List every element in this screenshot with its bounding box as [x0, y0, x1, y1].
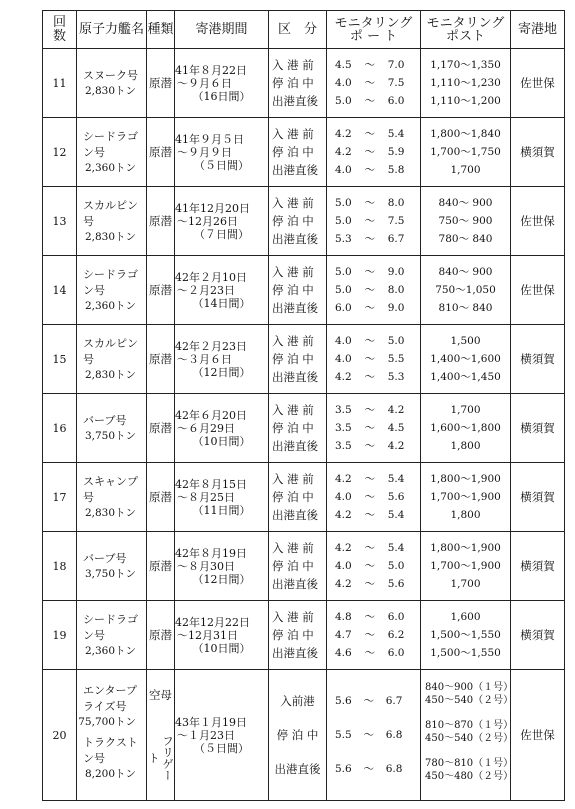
- division-before-entry: 入 港 前: [272, 334, 314, 348]
- monitoring-port-cell: [327, 256, 421, 325]
- port-of-call-text: 佐世保: [520, 283, 555, 297]
- ship-tonnage: 8,200トン: [84, 768, 136, 780]
- monitoring-port-range: 4.5 ～ 7.0: [335, 59, 405, 71]
- division-before-entry: 入 港 前: [272, 265, 314, 279]
- ship-name: シードラゴン号: [83, 129, 138, 159]
- visit-number-text: 19: [52, 628, 67, 642]
- ship-name: エンタープライズ号: [83, 684, 138, 713]
- ship-cell: [77, 532, 147, 601]
- port-of-call: 佐世保: [511, 670, 565, 801]
- division-cell: [269, 325, 327, 394]
- ship-cell: [77, 325, 147, 394]
- monitoring-post-value: 1,110～1,230: [430, 77, 501, 89]
- period-days: （11日間）: [192, 503, 251, 517]
- visit-number: [43, 394, 77, 463]
- monitoring-post-value: 1,700～1,900: [430, 491, 501, 503]
- division-anchored: 停 泊 中: [272, 559, 314, 573]
- division-anchored: 停 泊 中: [272, 145, 314, 159]
- division-anchored: 停 泊 中: [272, 76, 314, 90]
- monitoring-post-value: 780～ 840: [438, 233, 493, 245]
- period-days: （12日間）: [192, 572, 251, 586]
- monitoring-post-value: 750～1,050: [435, 284, 496, 296]
- period-start: 42年６月20日: [175, 408, 247, 422]
- monitoring-post-cell: [421, 49, 511, 118]
- header-monitoring-port: モニタリング ポ ー ト: [327, 11, 421, 49]
- ship-kind-text: 原潜: [149, 421, 172, 435]
- monitoring-port-range: 5.0 ～ 8.0: [335, 197, 405, 209]
- visit-number-text: 14: [52, 283, 67, 297]
- monitoring-port-range: 4.0 ～ 5.8: [335, 164, 405, 176]
- ship-tonnage: 3,750トン: [84, 567, 136, 580]
- monitoring-port-cell: [327, 670, 421, 801]
- period-days: （５日間）: [194, 158, 249, 172]
- division-before-entry: 入 港 前: [272, 403, 314, 417]
- visit-number-text: 12: [52, 145, 67, 159]
- period-cell: [175, 187, 269, 256]
- monitoring-port-range: 4.0 ～ 5.0: [335, 560, 405, 572]
- table-row: [43, 256, 565, 325]
- port-of-call-text: 佐世保: [520, 214, 555, 228]
- monitoring-port-range: 4.8 ～ 6.0: [335, 611, 405, 623]
- division-anchored: 停 泊 中: [276, 728, 319, 742]
- division-anchored: 停 泊 中: [272, 490, 314, 504]
- port-of-call: [511, 187, 565, 256]
- period-cell: [175, 601, 269, 670]
- period-days: （12日間）: [192, 365, 251, 379]
- ship-kind-text: 原潜: [149, 214, 172, 228]
- division-after-departure: 出港直後: [272, 577, 318, 591]
- division-after-departure: 出港直後: [272, 163, 318, 177]
- port-of-call-text: 横須賀: [520, 490, 555, 504]
- ship-tonnage: 2,830トン: [84, 230, 136, 243]
- monitoring-port-range: 4.2 ～ 5.4: [335, 509, 405, 521]
- ship-kind-text: 原潜: [149, 145, 172, 159]
- division-anchored: 停 泊 中: [272, 421, 314, 435]
- ship-tonnage: 75,700トン: [78, 716, 136, 728]
- division-cell: [269, 463, 327, 532]
- period-end: ～８月25日: [177, 490, 235, 504]
- period-start: 42年２月23日: [175, 339, 247, 353]
- monitoring-post-value: 1,110～1,200: [430, 95, 501, 107]
- table-row: [43, 601, 565, 670]
- period-cell: [175, 49, 269, 118]
- visit-number: [43, 187, 77, 256]
- monitoring-post-value: 810～870（１号） 450～540（２号）: [425, 720, 514, 744]
- header-row: [43, 11, 565, 49]
- visit-number: [43, 118, 77, 187]
- period-cell: [175, 118, 269, 187]
- visit-number: [43, 532, 77, 601]
- division-after-departure: 出港直後: [272, 301, 318, 315]
- period-end: ～９月６日: [177, 76, 232, 90]
- port-of-call-text: 横須賀: [520, 352, 555, 366]
- port-of-call-text: 横須賀: [520, 145, 555, 159]
- monitoring-post-value: 1,700～1,900: [430, 560, 501, 572]
- division-after-departure: 出港直後: [272, 439, 318, 453]
- period-cell: [175, 256, 269, 325]
- ship-cell: [77, 49, 147, 118]
- monitoring-port-range: 5.0 ～ 8.0: [335, 284, 405, 296]
- visit-number-text: 13: [52, 214, 67, 228]
- period-days: （７日間）: [194, 227, 249, 241]
- monitoring-post-value: 1,800: [450, 509, 481, 521]
- port-of-call-text: 横須賀: [520, 421, 555, 435]
- division-after-departure: 出港直後: [274, 762, 321, 776]
- header-division: 区 分: [269, 11, 327, 49]
- period-start: 42年２月10日: [175, 270, 247, 284]
- ship-name: シードラゴン号: [83, 612, 138, 642]
- period-start: 42年12月22日: [175, 615, 250, 629]
- period-end: ～１月23日: [177, 728, 235, 742]
- monitoring-port-range: 3.5 ～ 4.2: [335, 404, 405, 416]
- monitoring-port-range: 5.0 ～ 7.5: [335, 215, 405, 227]
- table-row: [43, 325, 565, 394]
- port-of-call-text: 横須賀: [520, 628, 555, 642]
- ship-name: トラクストン号: [83, 736, 138, 765]
- ship-kind: [147, 256, 175, 325]
- ship-cell: [77, 463, 147, 532]
- period-start: 41年８月22日: [175, 63, 247, 77]
- ship-cell: [77, 601, 147, 670]
- division-before-entry: 入 港 前: [272, 610, 314, 624]
- port-of-call: [511, 118, 565, 187]
- division-cell: [269, 187, 327, 256]
- header-period: 寄港期間: [175, 11, 269, 49]
- ship-tonnage: 2,360トン: [84, 161, 136, 174]
- table-row: [43, 532, 565, 601]
- monitoring-port-range: 3.5 ～ 4.5: [335, 422, 405, 434]
- port-of-call: [511, 49, 565, 118]
- port-of-call: [511, 394, 565, 463]
- division-anchored: 停 泊 中: [272, 283, 314, 297]
- radiation-monitoring-table: [42, 10, 565, 801]
- period-end: ～８月30日: [177, 559, 235, 573]
- monitoring-port-range: 4.2 ～ 5.6: [335, 578, 405, 590]
- period-start: 42年８月15日: [175, 477, 247, 491]
- ship-kind-text: 原潜: [149, 352, 172, 366]
- monitoring-port-range: 4.0 ～ 5.5: [335, 353, 405, 365]
- monitoring-port-range: 6.0 ～ 9.0: [335, 302, 405, 314]
- ship-kind: [147, 49, 175, 118]
- monitoring-post-value: 1,700: [450, 404, 481, 416]
- period-cell: [175, 670, 269, 801]
- monitoring-post-value: 1,500～1,550: [430, 647, 501, 659]
- division-anchored: 停 泊 中: [272, 214, 314, 228]
- ship-tonnage: 2,830トン: [84, 84, 136, 97]
- ship-kind-text: 原潜: [149, 559, 172, 573]
- period-end: ～12月31日: [177, 628, 238, 642]
- monitoring-post-value: 1,800～1,900: [430, 542, 501, 554]
- monitoring-post-cell: [421, 670, 514, 801]
- division-after-departure: 出港直後: [272, 370, 318, 384]
- port-of-call: [511, 532, 565, 601]
- monitoring-port-range: 4.2 ～ 5.9: [335, 146, 405, 158]
- ship-name: スヌーク号: [83, 68, 138, 82]
- ship-cell: [77, 670, 147, 801]
- visit-number: [43, 601, 77, 670]
- monitoring-post-value: 1,500: [450, 335, 481, 347]
- port-of-call: [511, 256, 565, 325]
- monitoring-post-value: 1,600～1,800: [430, 422, 501, 434]
- period-end: ～12月26日: [177, 214, 238, 228]
- monitoring-port-cell: [327, 601, 421, 670]
- ship-cell: [77, 256, 147, 325]
- monitoring-port-range: 3.5 ～ 4.2: [335, 440, 405, 452]
- monitoring-post-value: 1,800～1,840: [430, 128, 501, 140]
- header-port: 寄港地: [511, 11, 565, 49]
- header-monitoring-post: モニタリング ポスト: [421, 11, 511, 49]
- period-days: （16日間）: [192, 89, 251, 103]
- division-before-entry: 入 港 前: [272, 58, 314, 72]
- monitoring-post-value: 1,500～1,550: [430, 629, 501, 641]
- visit-number: [43, 49, 77, 118]
- monitoring-port-cell: [327, 118, 421, 187]
- monitoring-post-value: 1,600: [450, 611, 481, 623]
- ship-kind: [147, 463, 175, 532]
- monitoring-port-range: 4.2 ～ 5.4: [335, 542, 405, 554]
- visit-number-text: 15: [52, 352, 67, 366]
- table-row: [43, 187, 565, 256]
- division-cell: [269, 532, 327, 601]
- division-anchored: 停 泊 中: [272, 352, 314, 366]
- monitoring-port-cell: [327, 325, 421, 394]
- division-cell: [269, 256, 327, 325]
- monitoring-post-value: 1,170～1,350: [430, 59, 501, 71]
- monitoring-post-value: 810～ 840: [438, 302, 493, 314]
- monitoring-post-value: 1,800～1,900: [430, 473, 501, 485]
- monitoring-port-range: 4.0 ～ 5.6: [335, 491, 405, 503]
- visit-number-text: 16: [52, 421, 67, 435]
- ship-kind: [147, 532, 175, 601]
- ship-kind-text: 原潜: [149, 490, 172, 504]
- table-row: [43, 394, 565, 463]
- monitoring-port-range: 5.6 ～ 6.7: [335, 695, 403, 707]
- period-end: ～９月９日: [177, 145, 232, 159]
- ship-name: スカルピン号: [83, 336, 138, 366]
- ship-name: バーブ号: [83, 551, 127, 565]
- header-no: 回 数: [43, 11, 77, 49]
- ship-kind-text: 原潜: [149, 283, 172, 297]
- monitoring-post-value: 1,700: [450, 164, 481, 176]
- monitoring-port-range: 4.2 ～ 5.4: [335, 128, 405, 140]
- monitoring-post-value: 780～810（１号） 450～480（２号）: [425, 758, 514, 782]
- ship-kind: [147, 187, 175, 256]
- visit-number-text: 17: [52, 490, 67, 504]
- visit-number: [43, 256, 77, 325]
- division-cell: [269, 118, 327, 187]
- monitoring-port-range: 4.6 ～ 6.0: [335, 647, 405, 659]
- division-cell: [269, 394, 327, 463]
- period-cell: [175, 532, 269, 601]
- monitoring-port-range: 5.3 ～ 6.7: [335, 233, 405, 245]
- monitoring-post-cell: [421, 532, 511, 601]
- ship-kind-text: フリゲート: [147, 735, 175, 781]
- ship-tonnage: 2,360トン: [84, 644, 136, 657]
- division-before-entry: 入 港 前: [272, 472, 314, 486]
- division-before-entry: 入 港 前: [272, 127, 314, 141]
- ship-cell: [77, 118, 147, 187]
- monitoring-port-cell: [327, 187, 421, 256]
- period-cell: [175, 325, 269, 394]
- monitoring-port-range: 5.6 ～ 6.8: [335, 763, 403, 775]
- monitoring-post-value: 1,400～1,600: [430, 353, 501, 365]
- visit-number: 20: [43, 670, 77, 801]
- division-after-departure: 出港直後: [272, 646, 318, 660]
- period-days: （５日間）: [194, 741, 249, 755]
- monitoring-post-value: 1,700～1,750: [430, 146, 501, 158]
- monitoring-port-cell: [327, 49, 421, 118]
- table-row: [43, 670, 565, 801]
- monitoring-post-value: 840～900（１号） 450～540（２号）: [425, 682, 514, 706]
- port-of-call: [511, 463, 565, 532]
- header-kind: 種類: [147, 11, 175, 49]
- ship-kind: [147, 670, 175, 801]
- monitoring-post-value: 840～ 900: [438, 197, 493, 209]
- period-end: ～３月６日: [177, 352, 232, 366]
- division-cell: [269, 49, 327, 118]
- visit-number-text: 11: [52, 76, 67, 90]
- monitoring-post-cell: [421, 256, 511, 325]
- ship-tonnage: 2,830トン: [84, 506, 136, 519]
- port-of-call: [511, 601, 565, 670]
- ship-kind: [147, 601, 175, 670]
- division-after-departure: 出港直後: [272, 232, 318, 246]
- ship-cell: [77, 394, 147, 463]
- ship-tonnage: 2,830トン: [84, 368, 136, 381]
- ship-kind: [147, 118, 175, 187]
- period-days: （10日間）: [192, 641, 251, 655]
- monitoring-port-cell: [327, 394, 421, 463]
- port-of-call-text: 横須賀: [520, 559, 555, 573]
- ship-tonnage: 3,750トン: [84, 429, 136, 442]
- visit-number: [43, 463, 77, 532]
- division-after-departure: 出港直後: [272, 94, 318, 108]
- monitoring-port-range: 4.7 ～ 6.2: [335, 629, 405, 641]
- ship-name: スキャンプ号: [83, 474, 138, 504]
- division-before-entry: 入 港 前: [272, 541, 314, 555]
- period-start: 42年８月19日: [175, 546, 247, 560]
- period-days: （14日間）: [192, 296, 251, 310]
- visit-number-text: 18: [52, 559, 67, 573]
- period-start: 43年１月19日: [175, 715, 247, 729]
- monitoring-post-value: 750～ 900: [438, 215, 493, 227]
- monitoring-post-value: 1,400～1,450: [430, 371, 501, 383]
- monitoring-post-cell: [421, 394, 511, 463]
- monitoring-post-cell: [421, 118, 511, 187]
- monitoring-port-cell: [327, 463, 421, 532]
- monitoring-port-range: 4.2 ～ 5.4: [335, 473, 405, 485]
- division-anchored: 停 泊 中: [272, 628, 314, 642]
- period-end: ～２月23日: [177, 283, 235, 297]
- division-before-entry: 入 港 前: [272, 196, 314, 210]
- monitoring-port-range: 5.5 ～ 6.8: [335, 729, 403, 741]
- period-start: 41年12月20日: [175, 201, 250, 215]
- monitoring-port-cell: [327, 532, 421, 601]
- monitoring-port-range: 5.0 ～ 6.0: [335, 95, 405, 107]
- monitoring-post-cell: [421, 187, 511, 256]
- division-cell: [269, 601, 327, 670]
- ship-name: スカルピン号: [83, 198, 138, 228]
- ship-tonnage: 2,360トン: [84, 299, 136, 312]
- monitoring-post-value: 840～ 900: [438, 266, 493, 278]
- monitoring-port-range: 4.2 ～ 5.3: [335, 371, 405, 383]
- monitoring-post-value: 1,700: [450, 578, 481, 590]
- monitoring-post-cell: [421, 325, 511, 394]
- table-row: [43, 49, 565, 118]
- ship-kind: [147, 394, 175, 463]
- table-row: [43, 463, 565, 532]
- port-of-call: [511, 325, 565, 394]
- ship-kind-text: 空母: [149, 688, 172, 702]
- monitoring-post-cell: [421, 463, 511, 532]
- division-after-departure: 出港直後: [272, 508, 318, 522]
- table-body: [43, 49, 565, 801]
- period-end: ～６月29日: [177, 421, 235, 435]
- ship-kind-text: 原潜: [149, 628, 172, 642]
- monitoring-post-cell: [421, 601, 511, 670]
- period-cell: [175, 463, 269, 532]
- header-ship: 原子力艦名: [77, 11, 147, 49]
- period-start: 41年９月５日: [175, 132, 244, 146]
- ship-kind: [147, 325, 175, 394]
- ship-kind-text: 原潜: [149, 76, 172, 90]
- monitoring-port-range: 4.0 ～ 7.5: [335, 77, 405, 89]
- table-row: [43, 118, 565, 187]
- period-cell: [175, 394, 269, 463]
- division-cell: [269, 670, 327, 801]
- division-before-entry: 入前港: [280, 694, 315, 708]
- monitoring-port-range: 4.0 ～ 5.0: [335, 335, 405, 347]
- ship-name: シードラゴン号: [83, 267, 138, 297]
- period-days: （10日間）: [192, 434, 251, 448]
- monitoring-post-value: 1,800: [450, 440, 481, 452]
- ship-cell: [77, 187, 147, 256]
- visit-number: [43, 325, 77, 394]
- monitoring-port-range: 5.0 ～ 9.0: [335, 266, 405, 278]
- ship-name: バーブ号: [83, 413, 127, 427]
- port-of-call-text: 佐世保: [520, 76, 555, 90]
